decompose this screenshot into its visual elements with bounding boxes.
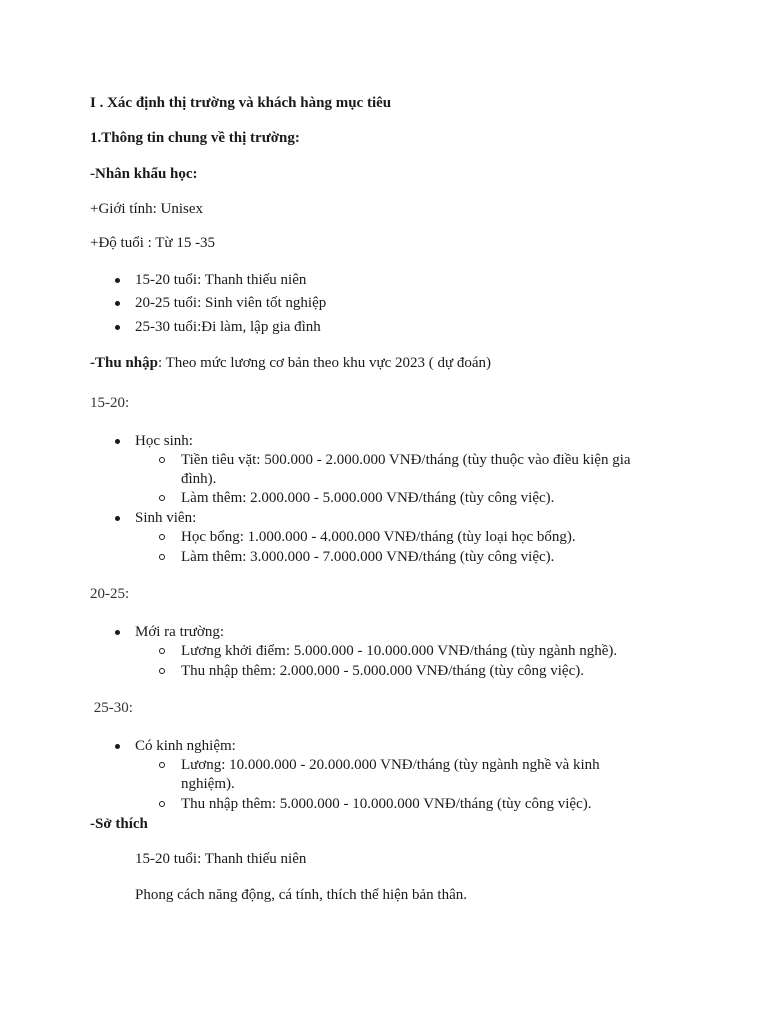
income-line — [90, 354, 491, 372]
income-desc: : Theo mức lương cơ bản theo khu vực 2023 ( dự đoán) — [157, 355, 492, 371]
bullet-icon — [115, 439, 120, 444]
hobby-group: 15-20 tuổi: Thanh thiếu niên — [135, 851, 307, 867]
list-item: Mới ra trường: — [135, 624, 224, 640]
circle-bullet-icon — [159, 534, 165, 540]
income-label: -Thu nhập — [90, 355, 158, 371]
list-item: Sinh viên: — [135, 510, 197, 526]
demographics-label: -Nhân khẩu học: — [90, 166, 198, 182]
hobby-desc: Phong cách năng động, cá tính, thích thể hiện bản thân. — [135, 887, 467, 903]
age-line: +Độ tuổi : Từ 15 -35 — [90, 235, 216, 251]
sub-list-item: Thu nhập thêm: 2.000.000 - 5.000.000 VNĐ/tháng (tùy công việc). — [181, 663, 584, 679]
bullet-icon — [115, 325, 120, 330]
list-item: Có kinh nghiệm: — [135, 738, 236, 754]
bullet-icon — [115, 278, 120, 283]
sub-list-item: Tiền tiêu vặt: 500.000 - 2.000.000 VNĐ/tháng (tùy thuộc vào điều kiện gia — [181, 452, 631, 468]
section-heading: I . Xác định thị trường và khách hàng mục tiêu — [90, 95, 392, 111]
sub-list-item-continued: đình). — [181, 471, 217, 487]
circle-bullet-icon — [159, 554, 165, 560]
sub-list-item: Lương khởi điểm: 5.000.000 - 10.000.000 VNĐ/tháng (tùy ngành nghề). — [181, 643, 618, 659]
sub-list-item: Làm thêm: 2.000.000 - 5.000.000 VNĐ/tháng (tùy công việc). — [181, 490, 555, 506]
circle-bullet-icon — [159, 457, 165, 463]
circle-bullet-icon — [159, 801, 165, 807]
circle-bullet-icon — [159, 648, 165, 654]
sub-list-item: Làm thêm: 3.000.000 - 7.000.000 VNĐ/tháng (tùy công việc). — [181, 549, 555, 565]
sub-list-item: Học bổng: 1.000.000 - 4.000.000 VNĐ/tháng (tùy loại học bổng). — [181, 529, 576, 545]
group-title: 20-25: — [90, 586, 130, 602]
bullet-icon — [115, 301, 120, 306]
bullet-icon — [115, 630, 120, 635]
hobby-label: -Sở thích — [90, 816, 148, 832]
list-item: 15-20 tuổi: Thanh thiếu niên — [135, 272, 307, 288]
bullet-icon — [115, 516, 120, 521]
bullet-icon — [115, 744, 120, 749]
list-item: 20-25 tuổi: Sinh viên tốt nghiệp — [135, 295, 327, 311]
group-title: 15-20: — [90, 395, 130, 411]
gender-line: +Giới tính: Unisex — [90, 201, 204, 217]
list-item: 25-30 tuổi:Đi làm, lập gia đình — [135, 319, 321, 335]
circle-bullet-icon — [159, 668, 165, 674]
list-item: Học sinh: — [135, 433, 193, 449]
circle-bullet-icon — [159, 495, 165, 501]
group-title: 25-30: — [90, 700, 133, 716]
sub-list-item: Thu nhập thêm: 5.000.000 - 10.000.000 VNĐ/tháng (tùy công việc). — [181, 796, 592, 812]
circle-bullet-icon — [159, 762, 165, 768]
sub-list-item: Lương: 10.000.000 - 20.000.000 VNĐ/tháng (tùy ngành nghề và kinh — [181, 757, 600, 773]
sub-list-item-continued: nghiệm). — [181, 776, 235, 792]
subsection-heading: 1.Thông tin chung về thị trường: — [90, 130, 300, 146]
